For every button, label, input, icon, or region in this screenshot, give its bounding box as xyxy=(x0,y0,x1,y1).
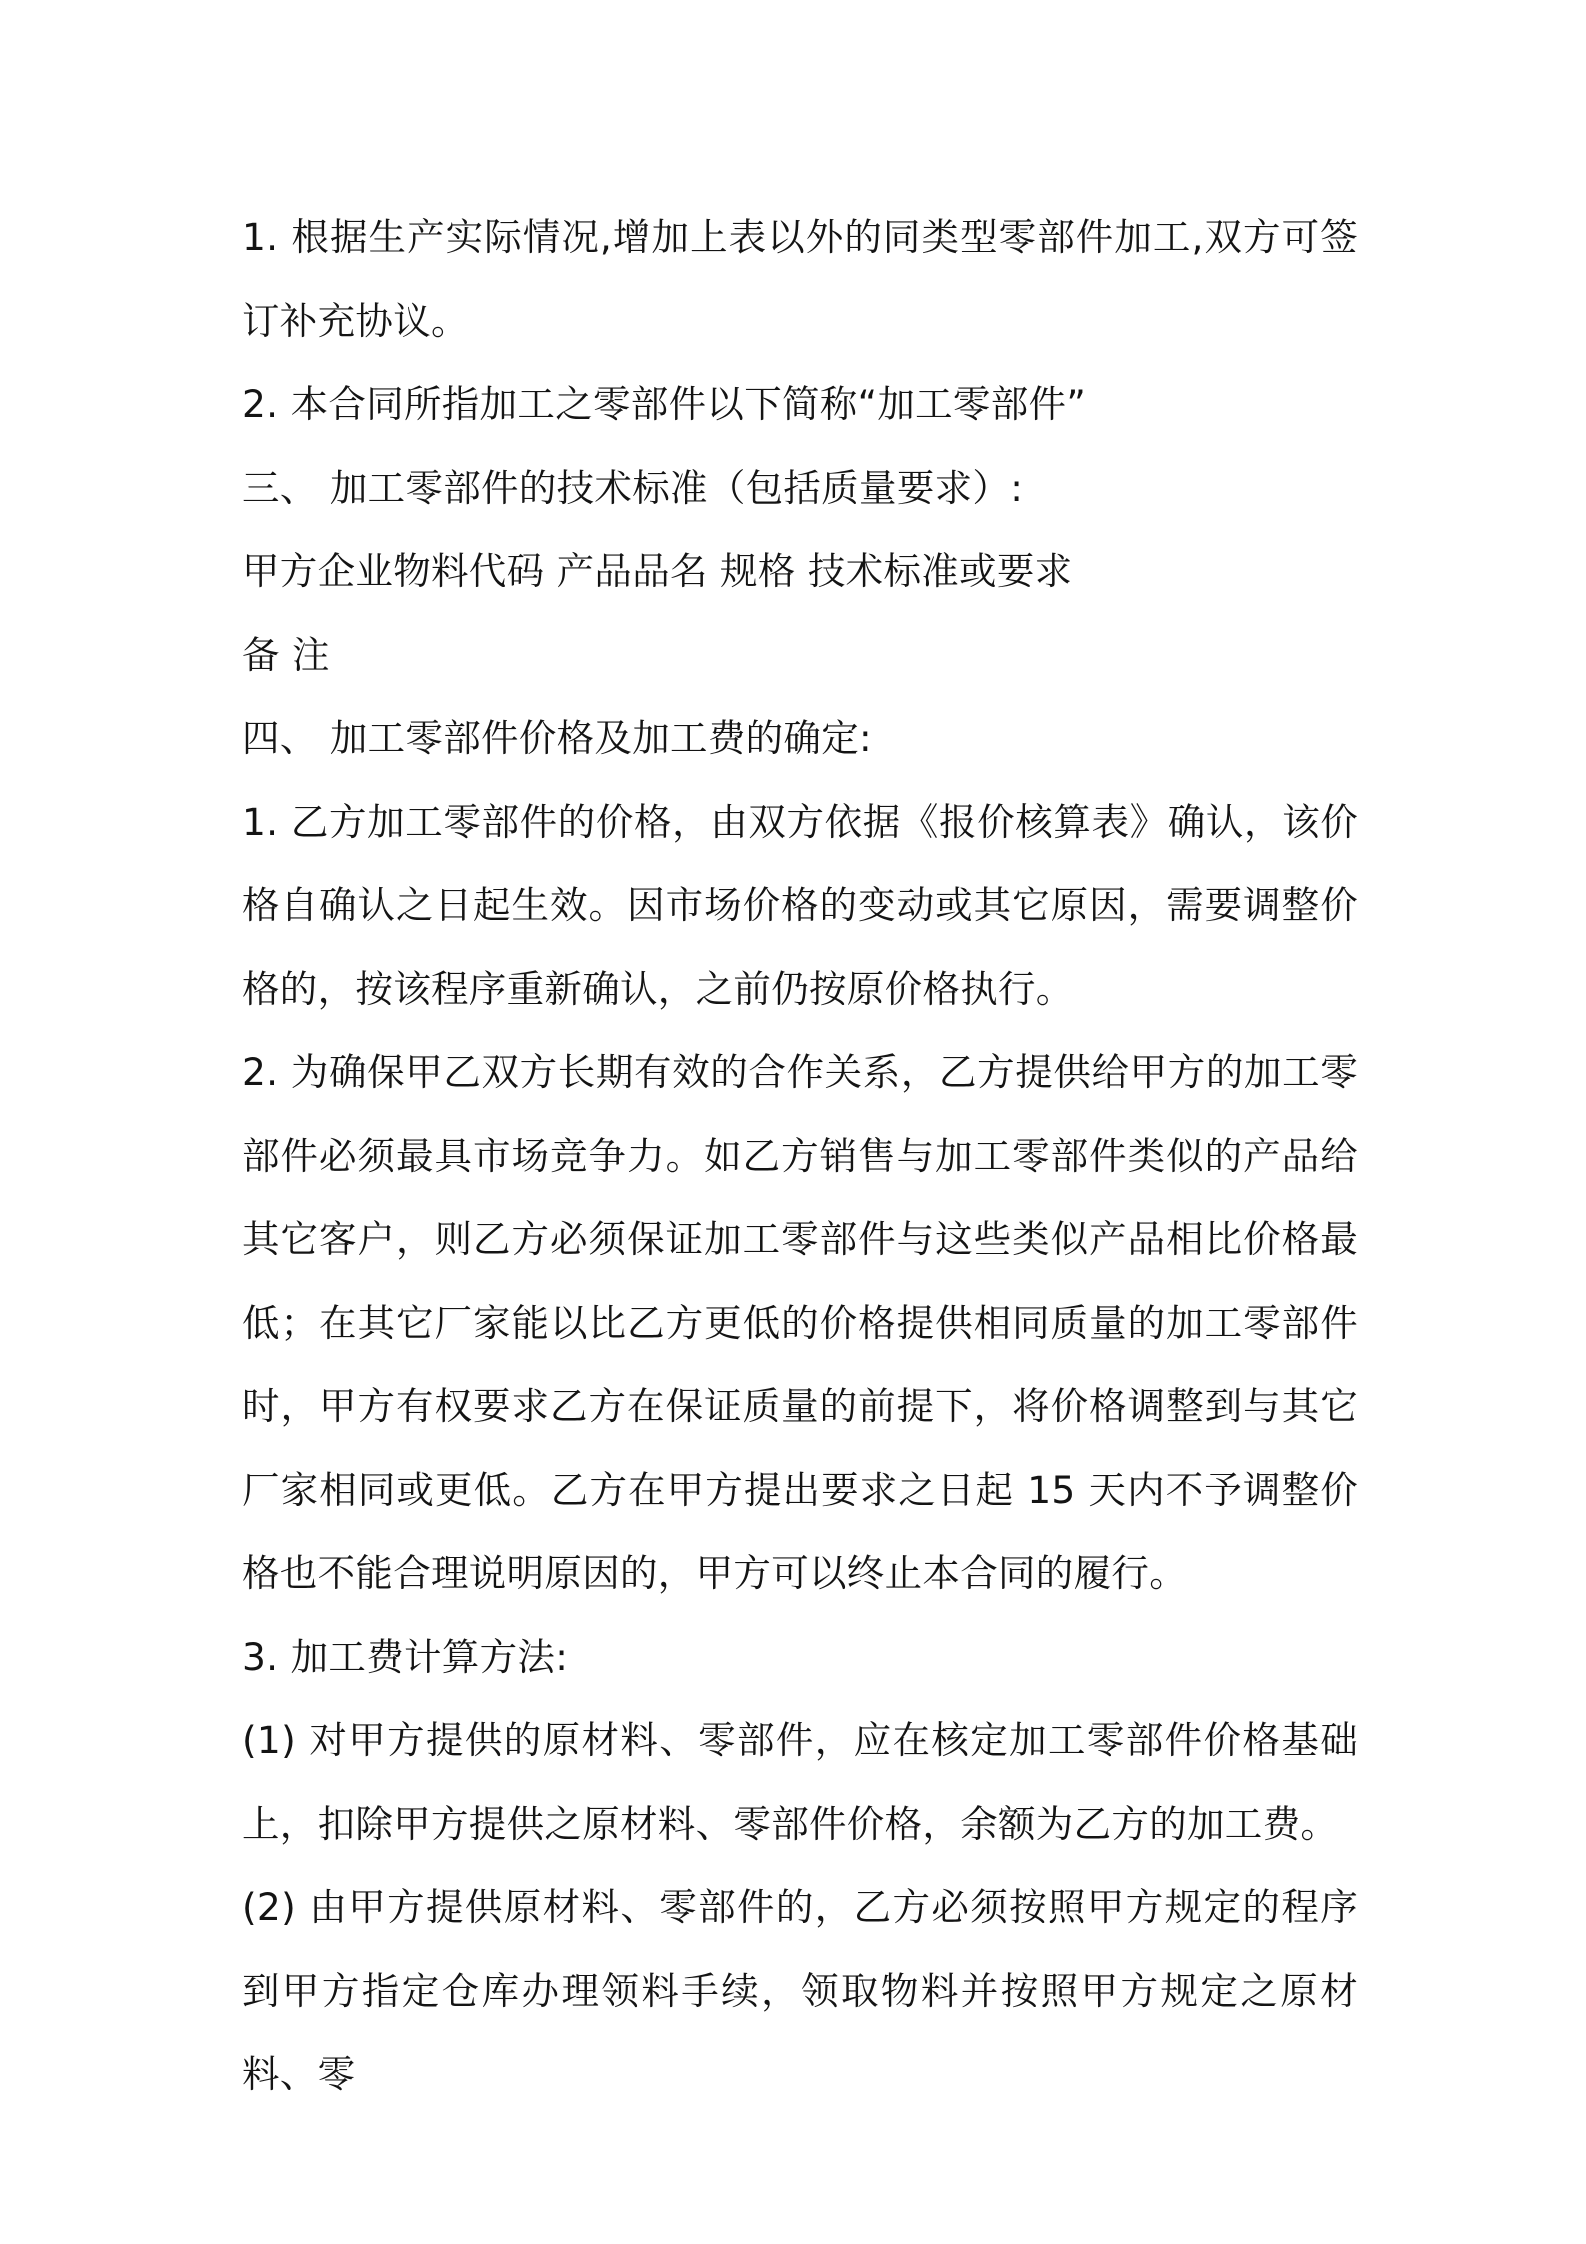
price-clause-3-heading: 3. 加工费计算方法: xyxy=(242,1634,569,1679)
section-4-heading: 四、 加工零部件价格及加工费的确定: xyxy=(242,716,872,760)
table-header-row: 甲方企业物料代码 产品品名 规格 技术标准或要求 xyxy=(242,549,1073,593)
document-body xyxy=(242,196,1358,2117)
fee-method-1: (1) 对甲方提供的原材料、零部件，应在核定加工零部件价格基础上，扣除甲方提供之原材料、零部件价格，余额为乙方的加工费。 xyxy=(242,1718,1358,1846)
price-clause-2: 2. 为确保甲乙双方长期有效的合作关系，乙方提供给甲方的加工零部件必须最具市场竞争力。如乙方销售与加工零部件类似的产品给其它客户，则乙方必须保证加工零部件与这些类似产品相比价格最低；在其它厂家能以比乙方更低的价格提供相同质量的加工零部件时，甲方有权要求乙方在保证质量的前提下，将价格调整到与其它厂家相同或更低。乙方在甲方提出要求之日起 15 天内不予调整价格也不能合理说明原因的，甲方可以终止本合同的履行。 xyxy=(242,1050,1358,1595)
clause-2-definition: 2. 本合同所指加工之零部件以下简称“加工零部件” xyxy=(242,382,1087,426)
fee-method-2: (2) 由甲方提供原材料、零部件的，乙方必须按照甲方规定的程序到甲方指定仓库办理领料手续，领取物料并按照甲方规定之原材料、零 xyxy=(242,1885,1358,2096)
section-3-heading: 三、 加工零部件的技术标准（包括质量要求）: xyxy=(242,465,1024,510)
clause-1-supplement-agreement: 1. 根据生产实际情况,增加上表以外的同类型零部件加工,双方可签订补充协议。 xyxy=(242,215,1358,343)
table-remarks-label: 备 注 xyxy=(242,632,330,677)
price-clause-1: 1. 乙方加工零部件的价格，由双方依据《报价核算表》确认，该价格自确认之日起生效。因市场价格的变动或其它原因，需要调整价格的，按该程序重新确认，之前仍按原价格执行。 xyxy=(242,799,1358,1011)
